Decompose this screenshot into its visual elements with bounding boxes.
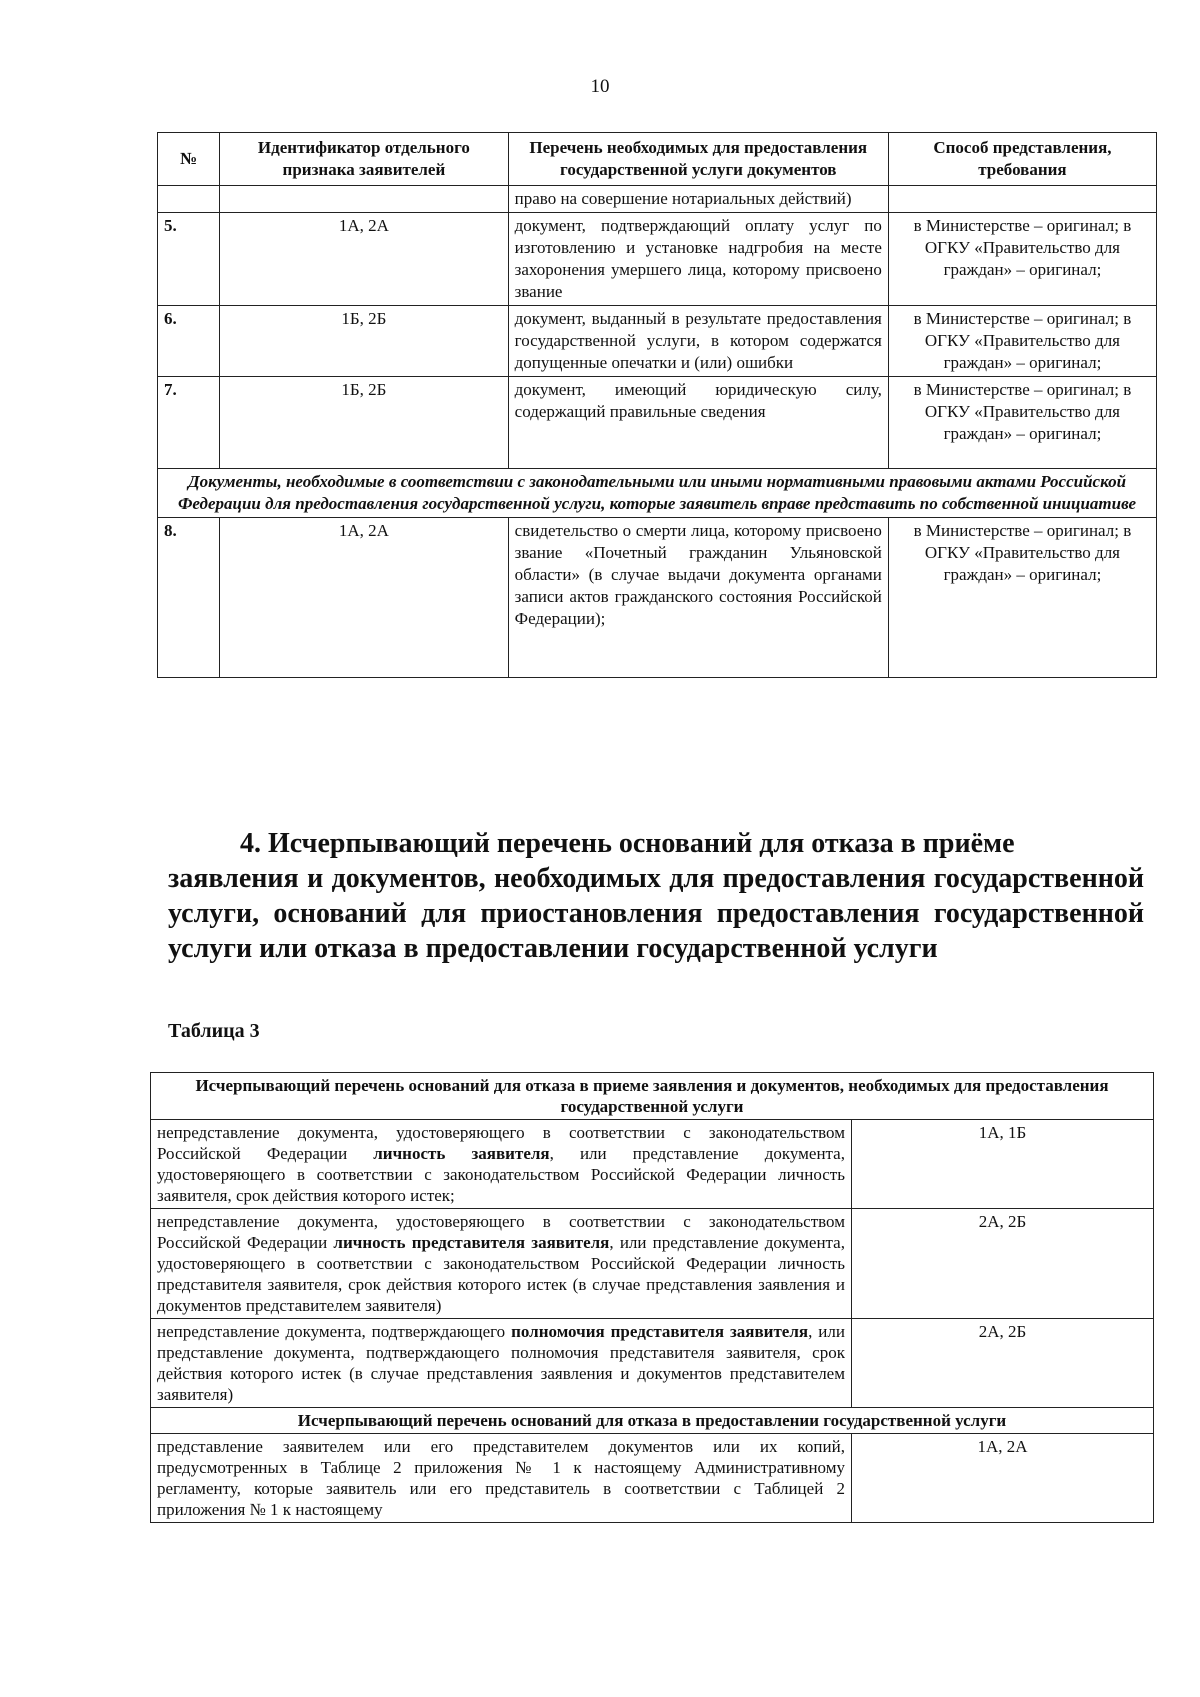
refusal-reason [151, 1120, 852, 1209]
refusal-header-2: Исчерпывающий перечень оснований для отказа в предоставлении государственной услуги [151, 1408, 1154, 1434]
reason-bold: полномочия представителя заявителя [511, 1322, 809, 1341]
row-method: в Министерстве – оригинал; в ОГКУ «Правительство для граждан» – оригинал; [888, 518, 1156, 678]
group-header: Документы, необходимые в соответствии с законодательными или иными нормативными правовыми актами Российской Федерации для предоставления государственной услуги, которые заявитель вправе представить по собственной инициативе [158, 469, 1157, 518]
row-num: 7. [158, 377, 220, 469]
table-caption: Таблица 3 [168, 1020, 260, 1042]
refusal-reason [151, 1209, 852, 1319]
table-row [158, 213, 1157, 306]
table-row [158, 186, 1157, 213]
table-row [151, 1434, 1154, 1523]
reason-text: непредставление документа, подтверждающего [157, 1322, 512, 1341]
row-num [158, 186, 220, 213]
row-document: документ, имеющий юридическую силу, содержащий правильные сведения [508, 377, 888, 469]
table-row [158, 306, 1157, 377]
table-header-row [151, 1073, 1154, 1120]
refusal-identifiers: 1А, 2А [851, 1434, 1153, 1523]
row-document: документ, выданный в результате предоставления государственной услуги, в котором содержатся допущенные опечатки и (или) ошибки [508, 306, 888, 377]
section-heading-rest: заявления и документов, необходимых для предоставления государственной услуги, оснований для приостановления предоставления государственной услуги или отказа в предоставлении государственной услуги [168, 863, 1144, 964]
header-method: Способ представления, требования [888, 133, 1156, 186]
reason-bold: личность заявителя [373, 1144, 550, 1163]
reason-text: , или представление документа, удостоверяющего в соответствии с законодательством Российской Федерации личность заявителя, срок действия которого истек; [157, 1144, 845, 1205]
header-documents: Перечень необходимых для предоставления государственной услуги документов [508, 133, 888, 186]
row-identifier: 1А, 2А [220, 518, 508, 678]
section-heading-first: 4. Исчерпывающий перечень оснований для отказа в приёме [240, 828, 1015, 859]
table-header-row [151, 1408, 1154, 1434]
documents-table [157, 132, 1157, 678]
section-heading [168, 826, 1144, 966]
row-document: свидетельство о смерти лица, которому присвоено звание «Почетный гражданин Ульяновской области» (в случае выдачи документа органами записи актов гражданского состояния Российской Федерации); [508, 518, 888, 678]
refusal-identifiers: 2А, 2Б [851, 1209, 1153, 1319]
reason-text: , или представление документа, удостоверяющего в соответствии с законодательством Российской Федерации личность представителя заявителя, срок действия которого истек (в случае представления заявления и документов представителем заявителя) [157, 1233, 845, 1315]
row-document: документ, подтверждающий оплату услуг по изготовлению и установке надгробия на месте захоронения умершего лица, которому присвоено звание [508, 213, 888, 306]
header-identifier: Идентификатор отдельного признака заявителей [220, 133, 508, 186]
row-identifier: 1Б, 2Б [220, 306, 508, 377]
row-num: 6. [158, 306, 220, 377]
reason-bold: личность представителя заявителя [333, 1233, 610, 1252]
row-num: 8. [158, 518, 220, 678]
row-document: право на совершение нотариальных действий) [508, 186, 888, 213]
refusal-reason [151, 1319, 852, 1408]
row-identifier [220, 186, 508, 213]
table-row [151, 1120, 1154, 1209]
reason-text: , или представление документа, подтверждающего полномочия представителя заявителя, срок действия которого истек (в случае представления заявления и документов представителем заявителя) [157, 1322, 845, 1404]
page-number: 10 [590, 76, 610, 97]
table-row [151, 1319, 1154, 1408]
table-row [158, 377, 1157, 469]
refusal-header-1: Исчерпывающий перечень оснований для отказа в приеме заявления и документов, необходимых для предоставления государственной услуги [151, 1073, 1154, 1120]
refusal-identifiers: 1А, 1Б [851, 1120, 1153, 1209]
row-method: в Министерстве – оригинал; в ОГКУ «Правительство для граждан» – оригинал; [888, 213, 1156, 306]
row-identifier: 1А, 2А [220, 213, 508, 306]
refusal-table [150, 1072, 1154, 1523]
row-method: в Министерстве – оригинал; в ОГКУ «Правительство для граждан» – оригинал; [888, 377, 1156, 469]
row-method: в Министерстве – оригинал; в ОГКУ «Правительство для граждан» – оригинал; [888, 306, 1156, 377]
table-row [151, 1209, 1154, 1319]
row-method [888, 186, 1156, 213]
group-header-row [158, 469, 1157, 518]
reason-text: непредставление документа, удостоверяющего в соответствии с законодательством Российской Федерации [157, 1212, 845, 1252]
row-identifier: 1Б, 2Б [220, 377, 508, 469]
refusal-identifiers: 2А, 2Б [851, 1319, 1153, 1408]
refusal-reason: представление заявителем или его представителем документов или их копий, предусмотренных в Таблице 2 приложения № 1 к настоящему Административному регламенту, которые заявитель или его представитель в соответствии с Таблицей 2 приложения № 1 к настоящему [151, 1434, 852, 1523]
header-num: № [158, 133, 220, 186]
row-num: 5. [158, 213, 220, 306]
table-header-row [158, 133, 1157, 186]
reason-text: непредставление документа, удостоверяющего в соответствии с законодательством Российской Федерации [157, 1123, 845, 1163]
table-row [158, 518, 1157, 678]
